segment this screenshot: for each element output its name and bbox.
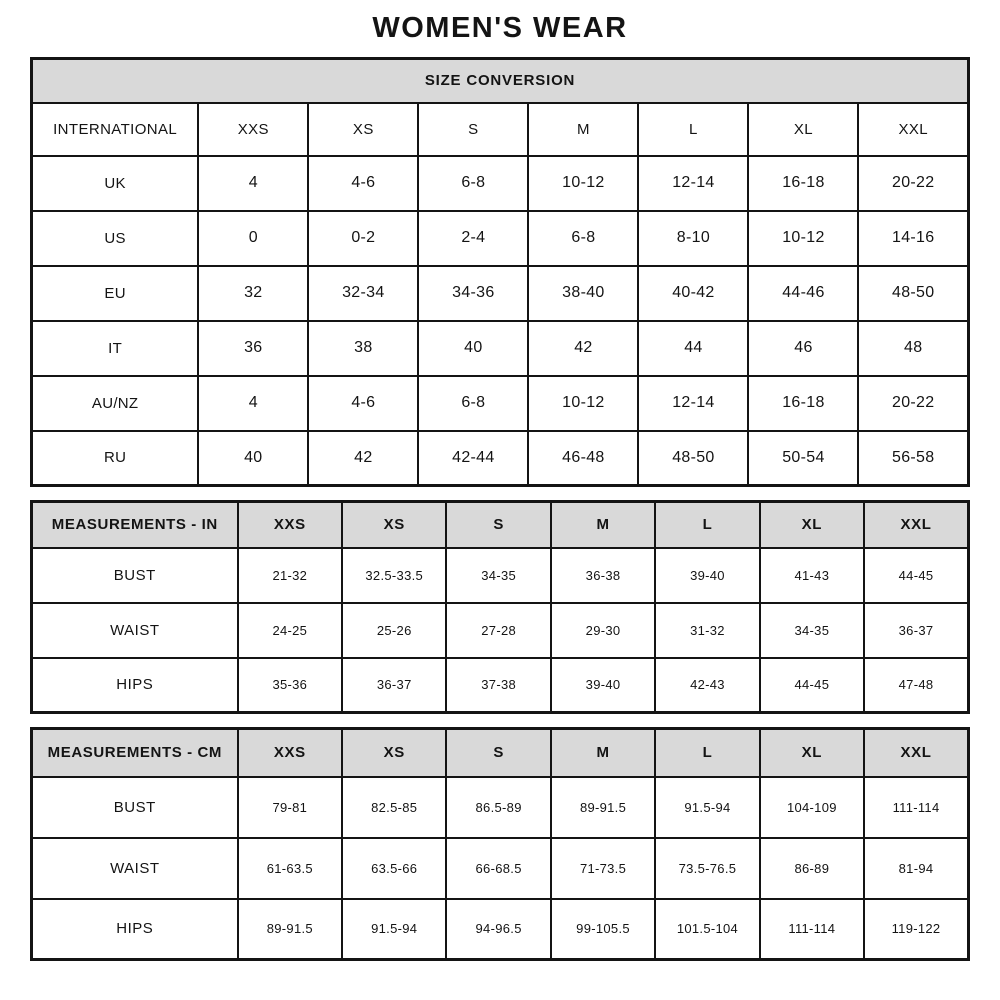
- row-label: IT: [32, 321, 199, 376]
- cell: 25-26: [342, 603, 446, 658]
- column-header: XS: [342, 502, 446, 548]
- cell: 36-37: [864, 603, 968, 658]
- cell: 40: [198, 431, 308, 486]
- row-label: HIPS: [32, 658, 238, 713]
- table-row: [32, 266, 969, 321]
- row-label: HIPS: [32, 899, 238, 960]
- cell: 4: [198, 376, 308, 431]
- column-header: L: [655, 729, 759, 777]
- cell: 36-38: [551, 548, 655, 603]
- table-row: [32, 603, 969, 658]
- cell: 71-73.5: [551, 838, 655, 899]
- cell: 34-36: [418, 266, 528, 321]
- banner-row: [32, 59, 969, 103]
- row-label: AU/NZ: [32, 376, 199, 431]
- cell: 89-91.5: [551, 777, 655, 838]
- cell: 46-48: [528, 431, 638, 486]
- cell: 82.5-85: [342, 777, 446, 838]
- column-header: XXL: [864, 729, 968, 777]
- size-conversion-table: [30, 57, 970, 487]
- column-header: S: [418, 103, 528, 156]
- row-label: WAIST: [32, 603, 238, 658]
- cell: 47-48: [864, 658, 968, 713]
- cell: 0: [198, 211, 308, 266]
- cell: 31-32: [655, 603, 759, 658]
- column-header: XS: [342, 729, 446, 777]
- column-header: XXS: [198, 103, 308, 156]
- cell: 63.5-66: [342, 838, 446, 899]
- cell: 4-6: [308, 156, 418, 211]
- table-row: [32, 548, 969, 603]
- cell: 50-54: [748, 431, 858, 486]
- cell: 8-10: [638, 211, 748, 266]
- cell: 48-50: [858, 266, 968, 321]
- cell: 0-2: [308, 211, 418, 266]
- cell: 4-6: [308, 376, 418, 431]
- cell: 32: [198, 266, 308, 321]
- cell: 6-8: [528, 211, 638, 266]
- table-row: [32, 156, 969, 211]
- cell: 38: [308, 321, 418, 376]
- cell: 34-35: [760, 603, 864, 658]
- column-header: XS: [308, 103, 418, 156]
- cell: 44-46: [748, 266, 858, 321]
- cell: 38-40: [528, 266, 638, 321]
- cell: 44: [638, 321, 748, 376]
- column-header: INTERNATIONAL: [32, 103, 199, 156]
- cell: 40-42: [638, 266, 748, 321]
- cell: 21-32: [238, 548, 342, 603]
- cell: 48-50: [638, 431, 748, 486]
- cell: 66-68.5: [446, 838, 550, 899]
- cell: 36-37: [342, 658, 446, 713]
- cell: 44-45: [864, 548, 968, 603]
- measurements-cm-table: [30, 727, 970, 961]
- table-row: [32, 321, 969, 376]
- cell: 14-16: [858, 211, 968, 266]
- row-label: UK: [32, 156, 199, 211]
- cell: 32-34: [308, 266, 418, 321]
- cell: 2-4: [418, 211, 528, 266]
- measurements-in-table: [30, 500, 970, 714]
- cell: 101.5-104: [655, 899, 759, 960]
- cell: 39-40: [655, 548, 759, 603]
- row-label: US: [32, 211, 199, 266]
- cell: 37-38: [446, 658, 550, 713]
- cell: 42-43: [655, 658, 759, 713]
- cell: 104-109: [760, 777, 864, 838]
- cell: 91.5-94: [655, 777, 759, 838]
- row-label: EU: [32, 266, 199, 321]
- column-header: M: [551, 502, 655, 548]
- cell: 119-122: [864, 899, 968, 960]
- column-header: XXL: [864, 502, 968, 548]
- column-header: XL: [748, 103, 858, 156]
- cell: 20-22: [858, 156, 968, 211]
- table-banner: SIZE CONVERSION: [32, 59, 969, 103]
- cell: 79-81: [238, 777, 342, 838]
- cell: 73.5-76.5: [655, 838, 759, 899]
- cell: 16-18: [748, 156, 858, 211]
- cell: 46: [748, 321, 858, 376]
- cell: 86-89: [760, 838, 864, 899]
- cell: 42: [528, 321, 638, 376]
- cell: 40: [418, 321, 528, 376]
- table-row: [32, 376, 969, 431]
- column-header: S: [446, 502, 550, 548]
- column-header: L: [638, 103, 748, 156]
- cell: 16-18: [748, 376, 858, 431]
- column-header: L: [655, 502, 759, 548]
- cell: 56-58: [858, 431, 968, 486]
- cell: 111-114: [864, 777, 968, 838]
- cell: 39-40: [551, 658, 655, 713]
- cell: 81-94: [864, 838, 968, 899]
- table-row: [32, 431, 969, 486]
- table-header: MEASUREMENTS - IN: [32, 502, 238, 548]
- cell: 41-43: [760, 548, 864, 603]
- cell: 4: [198, 156, 308, 211]
- cell: 29-30: [551, 603, 655, 658]
- column-header: XL: [760, 729, 864, 777]
- cell: 48: [858, 321, 968, 376]
- table-row: [32, 899, 969, 960]
- header-row: [32, 103, 969, 156]
- cell: 36: [198, 321, 308, 376]
- cell: 12-14: [638, 376, 748, 431]
- cell: 6-8: [418, 376, 528, 431]
- column-header: XXS: [238, 729, 342, 777]
- table-header: MEASUREMENTS - CM: [32, 729, 238, 777]
- cell: 24-25: [238, 603, 342, 658]
- column-header: XXS: [238, 502, 342, 548]
- column-header: M: [528, 103, 638, 156]
- cell: 86.5-89: [446, 777, 550, 838]
- cell: 6-8: [418, 156, 528, 211]
- cell: 27-28: [446, 603, 550, 658]
- cell: 99-105.5: [551, 899, 655, 960]
- row-label: BUST: [32, 777, 238, 838]
- column-header: S: [446, 729, 550, 777]
- cell: 89-91.5: [238, 899, 342, 960]
- cell: 111-114: [760, 899, 864, 960]
- cell: 94-96.5: [446, 899, 550, 960]
- column-header: M: [551, 729, 655, 777]
- row-label: WAIST: [32, 838, 238, 899]
- page-title: WOMEN'S WEAR: [372, 12, 628, 44]
- cell: 42: [308, 431, 418, 486]
- cell: 35-36: [238, 658, 342, 713]
- table-row: [32, 211, 969, 266]
- cell: 10-12: [528, 156, 638, 211]
- column-header: XXL: [858, 103, 968, 156]
- header-row: [32, 729, 969, 777]
- cell: 34-35: [446, 548, 550, 603]
- cell: 10-12: [748, 211, 858, 266]
- row-label: RU: [32, 431, 199, 486]
- cell: 44-45: [760, 658, 864, 713]
- header-row: [32, 502, 969, 548]
- cell: 10-12: [528, 376, 638, 431]
- cell: 12-14: [638, 156, 748, 211]
- row-label: BUST: [32, 548, 238, 603]
- cell: 42-44: [418, 431, 528, 486]
- table-row: [32, 777, 969, 838]
- column-header: XL: [760, 502, 864, 548]
- cell: 91.5-94: [342, 899, 446, 960]
- table-row: [32, 838, 969, 899]
- cell: 32.5-33.5: [342, 548, 446, 603]
- table-row: [32, 658, 969, 713]
- cell: 61-63.5: [238, 838, 342, 899]
- cell: 20-22: [858, 376, 968, 431]
